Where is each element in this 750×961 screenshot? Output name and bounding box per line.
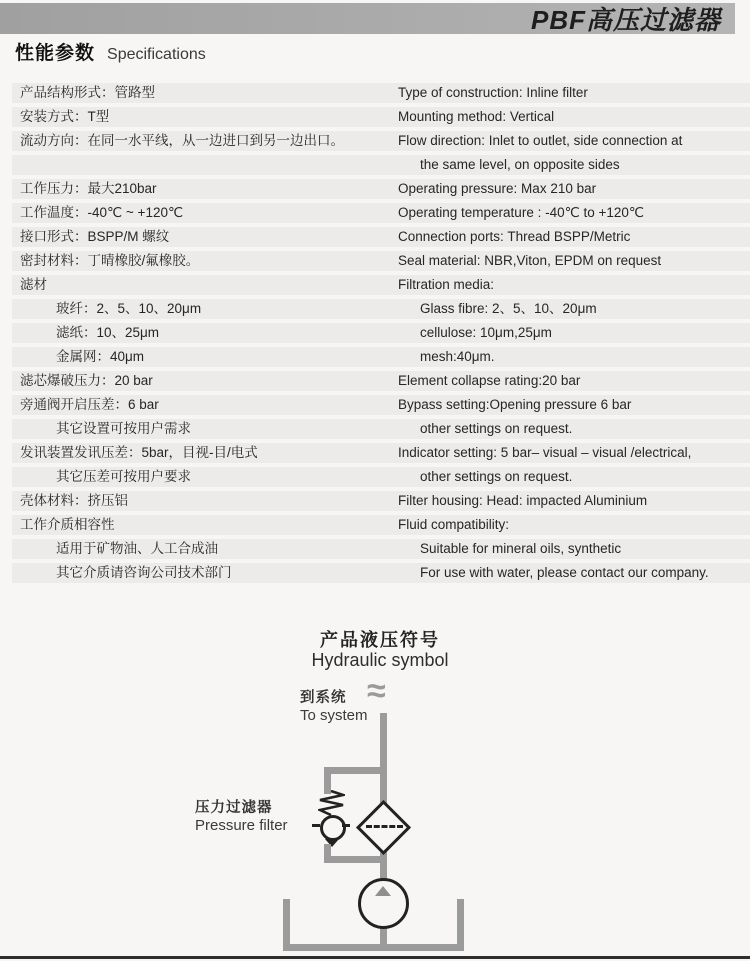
table-row <box>12 107 750 127</box>
spec-cell-cn: 其它压差可按用户要求 <box>56 469 191 484</box>
spec-cell-en: Element collapse rating:20 bar <box>398 373 581 388</box>
spec-cell-cn: 玻纤：2、5、10、20μm <box>56 301 202 316</box>
table-row <box>12 299 750 319</box>
spec-cell-en: Indicator setting: 5 bar– visual – visual /electrical, <box>398 445 692 460</box>
table-row <box>12 371 750 391</box>
pump-icon <box>358 878 409 929</box>
section-title-cn: 性能参数 <box>15 43 96 64</box>
spec-cell-cn: 流动方向：在同一水平线，从一边进口到另一边出口。 <box>20 133 344 148</box>
spec-cell-en: Flow direction: Inlet to outlet, side connection at <box>398 133 683 148</box>
bypass-branch-top-line <box>324 767 387 774</box>
diagram-title-en: Hydraulic symbol <box>311 650 449 670</box>
spec-cell-en: Connection ports: Thread BSPP/Metric <box>398 229 631 244</box>
spec-cell-cn: 适用于矿物油、人工合成油 <box>56 541 218 556</box>
pressure-filter-label-cn: 压力过滤器 <box>195 800 273 816</box>
spec-cell-cn: 安装方式：T型 <box>20 109 110 124</box>
table-row <box>12 155 750 175</box>
table-row <box>12 467 750 487</box>
spec-cell-cn: 金属网：40μm <box>56 349 145 364</box>
table-row <box>12 179 750 199</box>
spec-cell-en: other settings on request. <box>420 469 573 484</box>
spec-cell-cn: 工作温度：-40℃ ~ +120℃ <box>20 205 184 220</box>
table-row <box>12 395 750 415</box>
spec-cell-cn: 滤纸：10、25μm <box>56 325 160 340</box>
table-row <box>12 539 750 559</box>
to-system-label-en: To system <box>300 707 368 724</box>
spec-cell-en: Type of construction: Inline filter <box>398 85 588 100</box>
section-heading <box>15 38 206 65</box>
tank-bottom <box>283 944 464 951</box>
spec-cell-en: Filtration media: <box>398 277 495 292</box>
spec-cell-en: Glass fibre: 2、5、10、20μm <box>420 301 597 316</box>
spec-cell-cn: 工作压力：最大210bar <box>20 181 157 196</box>
table-row <box>12 563 750 583</box>
check-valve-seat-left <box>312 824 320 827</box>
table-row <box>12 275 750 295</box>
spec-cell-cn: 密封材料：丁晴橡胶/氟橡胶。 <box>20 253 200 268</box>
spec-cell-en: Suitable for mineral oils, synthetic <box>420 541 622 556</box>
check-valve-icon <box>320 815 346 841</box>
spec-cell-en: Fluid compatibility: <box>398 517 510 532</box>
spec-cell-cn: 旁通阀开启压差：6 bar <box>20 397 159 412</box>
table-row <box>12 347 750 367</box>
spec-cell-cn: 其它设置可按用户需求 <box>56 421 191 436</box>
hydraulic-symbol-diagram <box>0 600 750 956</box>
spec-cell-en: mesh:40μm. <box>420 349 495 364</box>
spec-cell-cn: 发讯装置发讯压差：5bar，目视-目/电式 <box>20 445 258 460</box>
spring-icon <box>318 790 345 816</box>
spec-cell-en: For use with water, please contact our company. <box>420 565 709 580</box>
table-row <box>12 491 750 511</box>
page-edge-line <box>0 956 750 959</box>
table-row <box>12 227 750 247</box>
page-title: PBF高压过滤器 <box>530 5 721 35</box>
spec-cell-en: Filter housing: Head: impacted Aluminium <box>398 493 648 508</box>
spec-cell-cn: 接口形式：BSPP/M 螺纹 <box>20 229 170 244</box>
spec-cell-cn: 产品结构形式：管路型 <box>20 85 155 100</box>
spec-cell-en: the same level, on opposite sides <box>420 157 620 172</box>
table-row <box>12 83 750 103</box>
filter-element-dashed-line <box>366 825 403 828</box>
spec-cell-cn: 壳体材料：挤压铝 <box>20 493 128 508</box>
spec-cell-en: Operating pressure: Max 210 bar <box>398 181 597 196</box>
spec-cell-en: other settings on request. <box>420 421 573 436</box>
to-system-label-cn: 到系统 <box>300 690 347 706</box>
spec-cell-cn: 其它介质请咨询公司技术部门 <box>56 565 232 580</box>
spec-cell-en: cellulose: 10μm,25μm <box>420 325 552 340</box>
table-row <box>12 515 750 535</box>
system-connection-icon: ≈ <box>367 672 386 710</box>
table-row <box>12 419 750 439</box>
table-row <box>12 203 750 223</box>
table-row <box>12 323 750 343</box>
pipe-line-top <box>380 713 387 809</box>
section-title-en: Specifications <box>107 46 206 63</box>
table-row <box>12 443 750 463</box>
spec-cell-cn: 工作介质相容性 <box>20 517 115 532</box>
spec-cell-cn: 滤芯爆破压力：20 bar <box>20 373 153 388</box>
spec-cell-en: Mounting method: Vertical <box>398 109 555 124</box>
diagram-title-cn: 产品液压符号 <box>320 630 440 650</box>
check-valve-seat-right <box>342 824 350 827</box>
spec-cell-cn: 滤材 <box>20 277 47 292</box>
table-row <box>12 131 750 151</box>
table-row <box>12 251 750 271</box>
header-band <box>0 3 735 34</box>
pump-flow-triangle-icon <box>375 886 391 896</box>
bypass-branch-bottom-line <box>324 856 387 863</box>
spec-cell-en: Bypass setting:Opening pressure 6 bar <box>398 397 632 412</box>
spec-table <box>0 83 750 587</box>
pressure-filter-label-en: Pressure filter <box>195 817 288 834</box>
spec-cell-en: Operating temperature : -40℃ to +120℃ <box>398 205 645 220</box>
spec-cell-en: Seal material: NBR,Viton, EPDM on request <box>398 253 662 268</box>
